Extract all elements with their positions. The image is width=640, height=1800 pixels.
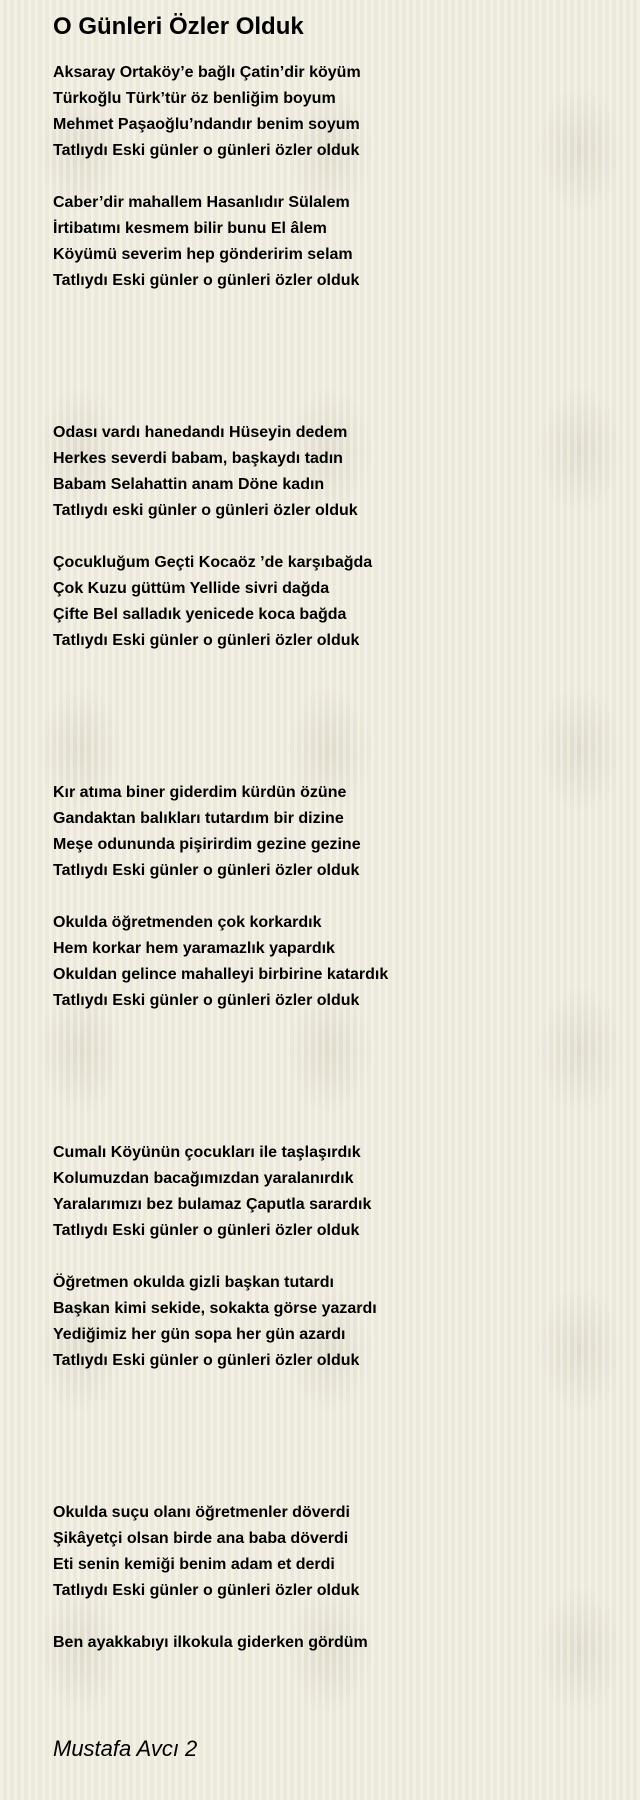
poem-line: Yaralarımızı bez bulamaz Çaputla sarardık [53, 1196, 372, 1213]
poem-line: Çifte Bel salladık yenicede koca bağda [53, 606, 347, 623]
poem-line: Tatlıydı Eski günler o günleri özler olduk [53, 272, 360, 289]
poem-line: Tatlıydı Eski günler o günleri özler olduk [53, 142, 360, 159]
stanza-7 [53, 1140, 613, 1244]
stanza-10 [53, 1630, 613, 1656]
poem-line: Aksaray Ortaköy’e bağlı Çatin’dir köyüm [53, 64, 361, 81]
poem-line: Meşe odununda pişirirdim gezine gezine [53, 836, 361, 853]
stanza-3 [53, 420, 613, 524]
poem-line: Okulda öğretmenden çok korkardık [53, 914, 322, 931]
poem-line: Ben ayakkabıyı ilkokula giderken gördüm [53, 1634, 368, 1651]
poem-line: Tatlıydı eski günler o günleri özler olduk [53, 502, 358, 519]
stanza-8 [53, 1270, 613, 1374]
poem-line: İrtibatımı kesmem bilir bunu El âlem [53, 220, 327, 237]
stanza-5 [53, 780, 613, 884]
poem-line: Öğretmen okulda gizli başkan tutardı [53, 1274, 334, 1291]
stanza-4 [53, 550, 613, 654]
stanza-1 [53, 60, 613, 164]
poem-line: Eti senin kemiği benim adam et derdi [53, 1556, 335, 1573]
poem-line: Odası vardı hanedandı Hüseyin dedem [53, 424, 348, 441]
stanza-6 [53, 910, 613, 1014]
poem-title: O Günleri Özler Olduk [53, 13, 304, 40]
poem-line: Caber’dir mahallem Hasanlıdır Sülalem [53, 194, 350, 211]
poem-line: Köyümü severim hep gönderirim selam [53, 246, 353, 263]
poem-line: Cumalı Köyünün çocukları ile taşlaşırdık [53, 1144, 361, 1161]
stanza-2 [53, 190, 613, 294]
poem-line: Başkan kimi sekide, sokakta görse yazardı [53, 1300, 377, 1317]
poem-line: Tatlıydı Eski günler o günleri özler olduk [53, 1582, 360, 1599]
poem-line: Kolumuzdan bacağımızdan yaralanırdık [53, 1170, 354, 1187]
poem-line: Tatlıydı Eski günler o günleri özler olduk [53, 862, 360, 879]
poem-line: Babam Selahattin anam Döne kadın [53, 476, 325, 493]
poem-author: Mustafa Avcı 2 [53, 1736, 198, 1761]
poem-line: Hem korkar hem yaramazlık yapardık [53, 940, 335, 957]
poem-line: Türkoğlu Türk’tür öz benliğim boyum [53, 90, 336, 107]
poem-line: Tatlıydı Eski günler o günleri özler olduk [53, 1352, 360, 1369]
poem-line: Okuldan gelince mahalleyi birbirine katardık [53, 966, 389, 983]
poem-line: Mehmet Paşaoğlu’ndandır benim soyum [53, 116, 360, 133]
poem-line: Şikâyetçi olsan birde ana baba döverdi [53, 1530, 349, 1547]
poem-line: Tatlıydı Eski günler o günleri özler olduk [53, 1222, 360, 1239]
poem-line: Gandaktan balıkları tutardım bir dizine [53, 810, 344, 827]
poem-line: Çocukluğum Geçti Kocaöz ’de karşıbağda [53, 554, 373, 571]
stanza-9 [53, 1500, 613, 1604]
poem-line: Yediğimiz her gün sopa her gün azardı [53, 1326, 346, 1343]
poem [53, 10, 613, 1656]
poem-line: Tatlıydı Eski günler o günleri özler olduk [53, 632, 360, 649]
poem-line: Çok Kuzu güttüm Yellide sivri dağda [53, 580, 330, 597]
poem-line: Kır atıma biner giderdim kürdün özüne [53, 784, 347, 801]
poem-line: Okulda suçu olanı öğretmenler döverdi [53, 1504, 350, 1521]
poem-line: Tatlıydı Eski günler o günleri özler olduk [53, 992, 360, 1009]
poem-line: Herkes severdi babam, başkaydı tadın [53, 450, 343, 467]
